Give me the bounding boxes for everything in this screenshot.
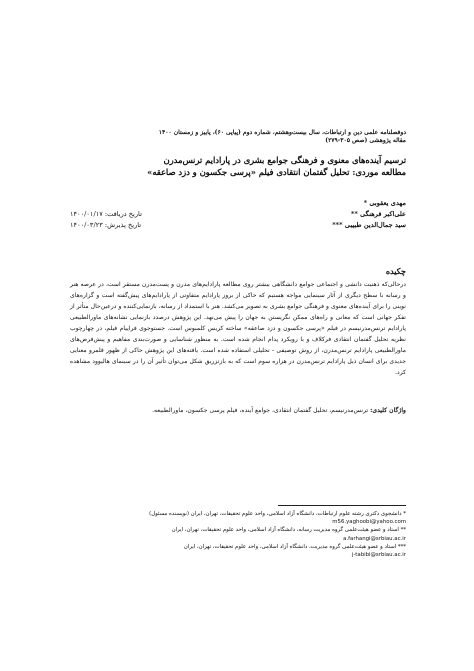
footnote-text: ** استاد و عضو هیئت‌علمی گروه مدیریت رسانه، دانشگاه آزاد اسلامی، واحد علوم تحقیقات، تهران، ایران bbox=[171, 527, 406, 534]
accepted-date: تاریخ پذیرش: ۱۴۰۰/۰۳/۲۳ bbox=[70, 221, 142, 229]
abstract-heading: چکیده bbox=[385, 266, 406, 276]
footnote-email[interactable]: j-tabibi@srbiau.ac.ir bbox=[351, 552, 406, 559]
keywords-block bbox=[70, 405, 406, 416]
keywords-text: ترنس‌مدرنیسم، تحلیل گفتمان انتقادی، جوامع آینده، فیلم پرسی جکسون، ماورالطبیعه. bbox=[152, 407, 369, 414]
journal-header bbox=[106, 129, 406, 145]
footnote-text: * دانشجوی دکتری رشته علوم ارتباطات، دانشگاه آزاد اسلامی، واحد علوم تحقیقات، تهران، ایران (نویسنده مسئول) bbox=[149, 511, 406, 517]
received-date: تاریخ دریافت: ۱۴۰۰/۰۱/۱۷ bbox=[70, 210, 142, 218]
article-title bbox=[86, 154, 406, 178]
title-line-2: مطالعه موردی: تحلیل گفتمان انتقادی فیلم «پرسی جکسون و دزد صاعقه» bbox=[147, 167, 406, 177]
footnote-divider bbox=[278, 505, 406, 506]
abstract-body: درحالی‌که ذهنیت دانشی و اجتماعی جوامع دانشگاهی بیشتر روی مطالعه پارادایم‌های مدرن و پست‌مدرن مستقر است، در عرصه هنر و رسانه با سطح دیگری از آثار سینمایی مواجه هستیم که حاکی از بروز پارادایم متفاوتی از پارادایم‌های پیش‌گفته است و گزاره‌های نوینی را برای آینده‌های معنوی و فرهنگی جوامع بشری به تصویر می‌کشد. هنر با استمداد از رسانه، بازنمایی‌کننده و درعین‌حال متأثر از تفکر جهانی است که معانی و راه‌های ممکن نگریستن به جهان را پیش می‌نهد. این پژوهش درصدد بازنمایی نشانه‌های ماورالطبیعی پارادایم ترنس‌مدرنیسم در فیلم «پرسی جکسون و دزد صاعقه» ساخته کریس کلمبوس است. جستوجوی فراپیام فیلم، در چهارچوب نظریه تحلیل گفتمان انتقادی فرکلاف و با رویکرد پدام انجام شده است. به منظور شناسایی و صورت‌بندی مفاهیم و پیش‌فرض‌های ماورالطبیعی پارادایم ترنس‌مدرن، از روش توصیفی - تحلیلی استفاده شده است. یافته‌های این پژوهش حاکی از ظهور قلمرو معنایی جدیدی برای انسان ذیل پارادایم ترنس‌مدرن در هزاره سوم است که به بازتزریق شکل می‌توان تأثیر آن را در سینمای هالیوود مشاهده کرد. bbox=[70, 281, 406, 376]
footnote-email[interactable]: a.farhangi@srbiau.ac.ir bbox=[343, 535, 406, 542]
journal-line-1: دوفصلنامه علمی دین و ارتباطات، سال بیست‌وهشتم، شماره دوم (پیاپی ۶۰)، پاییز و زمستان ۱۴۰۰ bbox=[158, 129, 406, 136]
author-row bbox=[70, 209, 406, 220]
keywords-label: واژگان کلیدی: bbox=[370, 407, 406, 414]
author-row bbox=[70, 198, 406, 209]
journal-line-2: مقاله پژوهشی (صص ۳۰۵-۲۷۹) bbox=[325, 137, 406, 144]
author-row bbox=[70, 220, 406, 231]
authors-block bbox=[70, 198, 406, 231]
author-name: علی‌اکبر فرهنگی ** bbox=[350, 210, 406, 218]
author-name: سید جمال‌الدین طبیبی *** bbox=[332, 221, 406, 229]
footnote-text: *** استاد و عضو هیئت‌علمی گروه مدیریت، دانشگاه آزاد اسلامی، واحد علوم تحقیقات، تهران، ایران bbox=[183, 543, 406, 550]
footnotes-block bbox=[70, 510, 406, 559]
author-name: مهدی یعقوبی * bbox=[363, 199, 406, 207]
title-line-1: ترسیم آینده‌های معنوی و فرهنگی جوامع بشری در پارادایم ترنس‌مدرن bbox=[163, 155, 406, 165]
footnote-email[interactable]: m56.yaghoobi@yahoo.com bbox=[332, 519, 406, 526]
